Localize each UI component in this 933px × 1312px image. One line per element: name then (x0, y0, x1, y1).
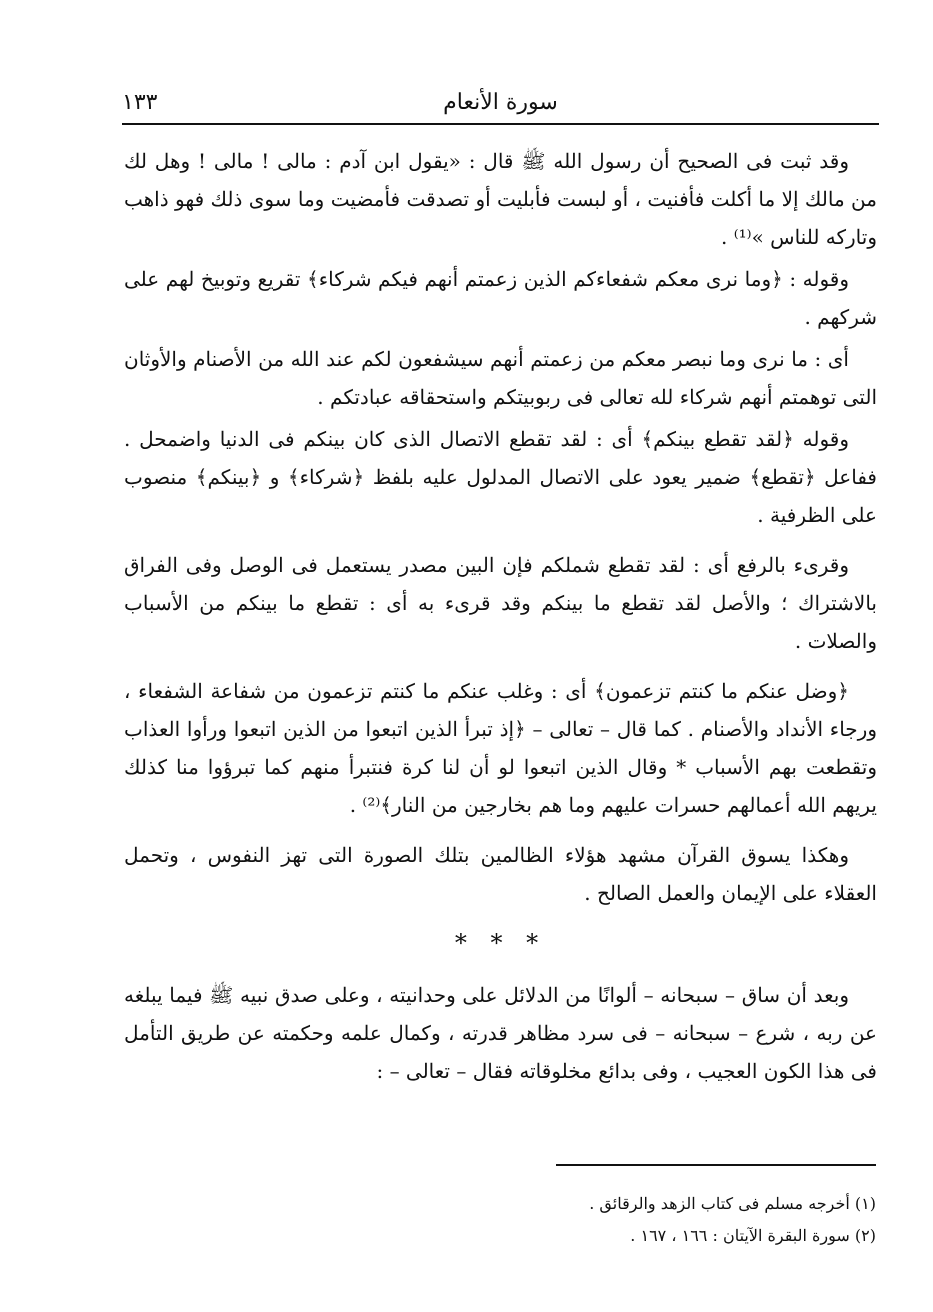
footnote-1: (١) أخرجه مسلم فى كتاب الزهد والرقائق . (589, 1194, 876, 1213)
footnote-2: (٢) سورة البقرة الآيتان : ١٦٦ ، ١٦٧ . (630, 1226, 876, 1245)
section-separator: * * * (454, 929, 547, 957)
paragraph-closing: وبعد أن ساق – سبحانه – ألوانًا من الدلائل على وحدانيته ، وعلى صدق نبيه ﷺ فيما يبلغه عن ربه ، شرع – سبحانه – فى سرد مظاهر قدرته ، وكمال علمه وحكمته عن طريق التأمل فى هذا الكون العجيب ، وفى بدائع مخلوقاته فقال – تعالى – : (124, 983, 877, 1083)
paragraph-hadith: وقد ثبت فى الصحيح أن رسول الله ﷺ قال : «يقول ابن آدم : مالى ! مالى ! وهل لك من مالك إلا ما أكلت فأفنيت ، أو لبست فأبليت أو تصدقت فأمضيت وما سوى ذلك فهو ذاهب وتاركه للناس »⁽¹⁾ . (124, 149, 877, 249)
main-text (124, 142, 877, 1102)
paragraph-verse-intro: وقوله : ﴿وما نرى معكم شفعاءكم الذين زعمتم أنهم فيكم شركاء﴾ تقريع وتوبيخ لهم على شركهم . (124, 267, 877, 329)
page-title: سورة الأنعام (443, 90, 558, 115)
paragraph-reading: وقرىء بالرفع أى : لقد تقطع شملكم فإن البين مصدر يستعمل فى الوصل وفى الفراق بالاشتراك ؛ والأصل لقد تقطع ما بينكم وقد قرىء به أى : تقطع ما بينكم من الأسباب والصلات . (124, 553, 877, 653)
paragraph-summary: وهكذا يسوق القرآن مشهد هؤلاء الظالمين بتلك الصورة التى تهز النفوس ، وتحمل العقلاء على الإيمان والعمل الصالح . (124, 843, 877, 905)
footnote-divider (556, 1164, 876, 1166)
paragraph-lost-claims: ﴿وضل عنكم ما كنتم تزعمون﴾ أى : وغلب عنكم ما كنتم تزعمون من شفاعة الشفعاء ، ورجاء الأنداد والأصنام . كما قال – تعالى – ﴿إذ تبرأ الذين اتبعوا من الذين اتبعوا ورأوا العذاب وتقطعت بهم الأسباب * وقال الذين اتبعوا لو أن لنا كرة فنتبرأ منهم كما تبرؤوا منا كذلك يريهم الله أعمالهم حسرات عليهم وما هم بخارجين من النار﴾⁽²⁾ . (124, 679, 877, 817)
paragraph-explanation: أى : ما نرى وما نبصر معكم من زعمتم أنهم سيشفعون لكم عند الله من الأصنام والأوثان التى توهمتم أنهم شركاء لله تعالى فى ربوبيتكم واستحقاقه عبادتكم . (124, 347, 877, 409)
footnotes (300, 1188, 876, 1252)
page-number: ١٣٣ (122, 90, 158, 115)
page-header (122, 88, 879, 122)
paragraph-separation: وقوله ﴿لقد تقطع بينكم﴾ أى : لقد تقطع الاتصال الذى كان بينكم فى الدنيا واضمحل . ففاعل ﴿تقطع﴾ ضمير يعود على الاتصال المدلول عليه بلفظ ﴿شركاء﴾ و ﴿بينكم﴾ منصوب على الظرفية . (124, 427, 877, 527)
header-divider (122, 123, 879, 125)
